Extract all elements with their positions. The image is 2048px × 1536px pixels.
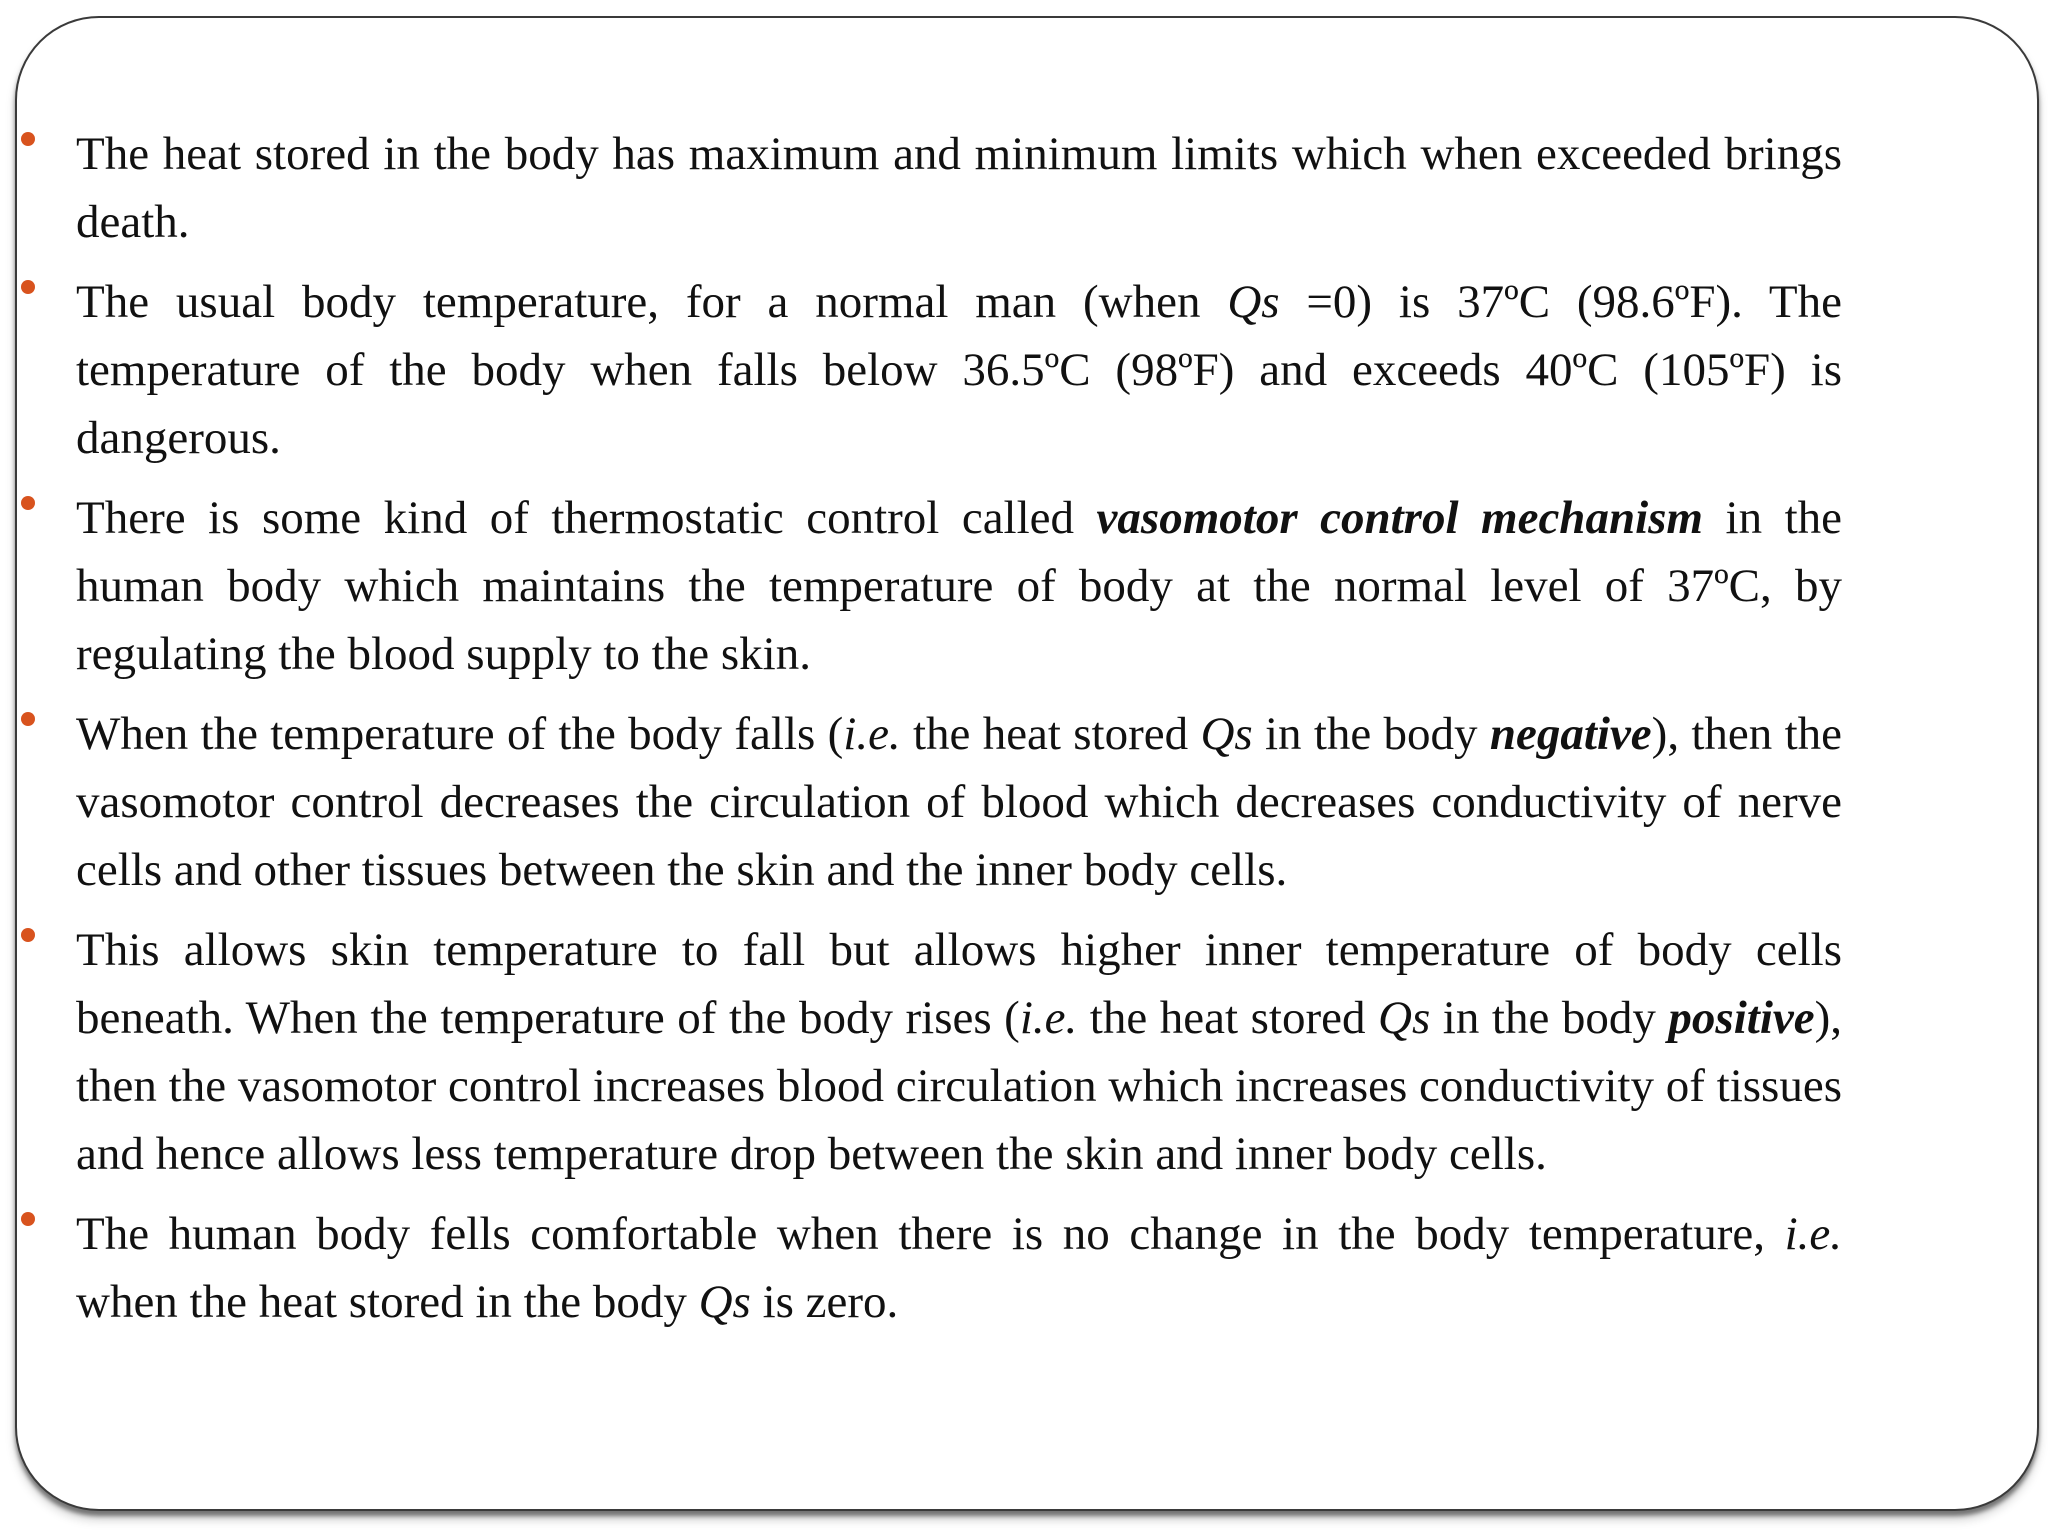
- bullet-text: The usual body temperature, for a normal man (when: [76, 276, 1228, 328]
- bullet-dot-icon: [21, 496, 35, 510]
- ie-abbreviation: i.e.: [1019, 992, 1078, 1044]
- qs-symbol: Qs: [1378, 992, 1431, 1044]
- bullet-item-5: [76, 916, 1842, 1188]
- bullet-text: when the heat stored in the body: [76, 1276, 699, 1328]
- bullet-dot-icon: [21, 712, 35, 726]
- bullet-text: When the temperature of the body falls (: [76, 708, 844, 760]
- bullet-text: This allows skin temperature to fall but allows higher inner temperature of body cells beneath. When the temperature of the body rises (: [76, 924, 1842, 1044]
- bullet-text: in the body: [1430, 992, 1669, 1044]
- bullet-text: the heat stored: [1077, 992, 1379, 1044]
- ie-abbreviation: i.e.: [1784, 1208, 1842, 1260]
- bullet-dot-icon: [21, 1212, 35, 1226]
- qs-symbol: Qs: [1227, 276, 1280, 328]
- bullet-list: [76, 120, 1842, 1348]
- bullet-text: There is some kind of thermostatic control called: [76, 492, 1097, 544]
- bullet-text: the heat stored: [900, 708, 1201, 760]
- bullet-text: ), then the vasomotor control decreases the circulation of blood which decreases conductivity of nerve cells and other tissues between the skin and the inner body cells.: [76, 708, 1842, 896]
- bullet-text: The heat stored in the body has maximum and minimum limits which when exceeded brings death.: [76, 128, 1842, 248]
- emphasis-term: positive: [1668, 992, 1815, 1044]
- bullet-text: in the body: [1252, 708, 1490, 760]
- bullet-item-2: [76, 268, 1842, 472]
- bullet-text: ), then the vasomotor control increases blood circulation which increases conductivity of tissues and hence allows less temperature drop between the skin and inner body cells.: [76, 992, 1843, 1180]
- bullet-dot-icon: [21, 928, 35, 942]
- emphasis-term: vasomotor control mechanism: [1096, 492, 1703, 544]
- bullet-item-6: [76, 1200, 1842, 1336]
- qs-symbol: Qs: [698, 1276, 751, 1328]
- bullet-text: in the human body which maintains the temperature of body at the normal level of 37ºC, by regulating the blood supply to the skin.: [76, 492, 1842, 680]
- bullet-dot-icon: [21, 280, 35, 294]
- bullet-text: The human body fells comfortable when there is no change in the body temperature,: [76, 1208, 1785, 1260]
- bullet-text: is zero.: [750, 1276, 899, 1328]
- bullet-item-1: [76, 120, 1842, 256]
- bullet-text: =0) is 37ºC (98.6ºF). The temperature of the body when falls below 36.5ºC (98ºF) and exceeds 40ºC (105ºF) is dangerous.: [76, 276, 1842, 464]
- emphasis-term: negative: [1489, 708, 1652, 760]
- bullet-item-3: [76, 484, 1842, 688]
- ie-abbreviation: i.e.: [843, 708, 901, 760]
- qs-symbol: Qs: [1200, 708, 1253, 760]
- bullet-dot-icon: [21, 132, 35, 146]
- bullet-item-4: [76, 700, 1842, 904]
